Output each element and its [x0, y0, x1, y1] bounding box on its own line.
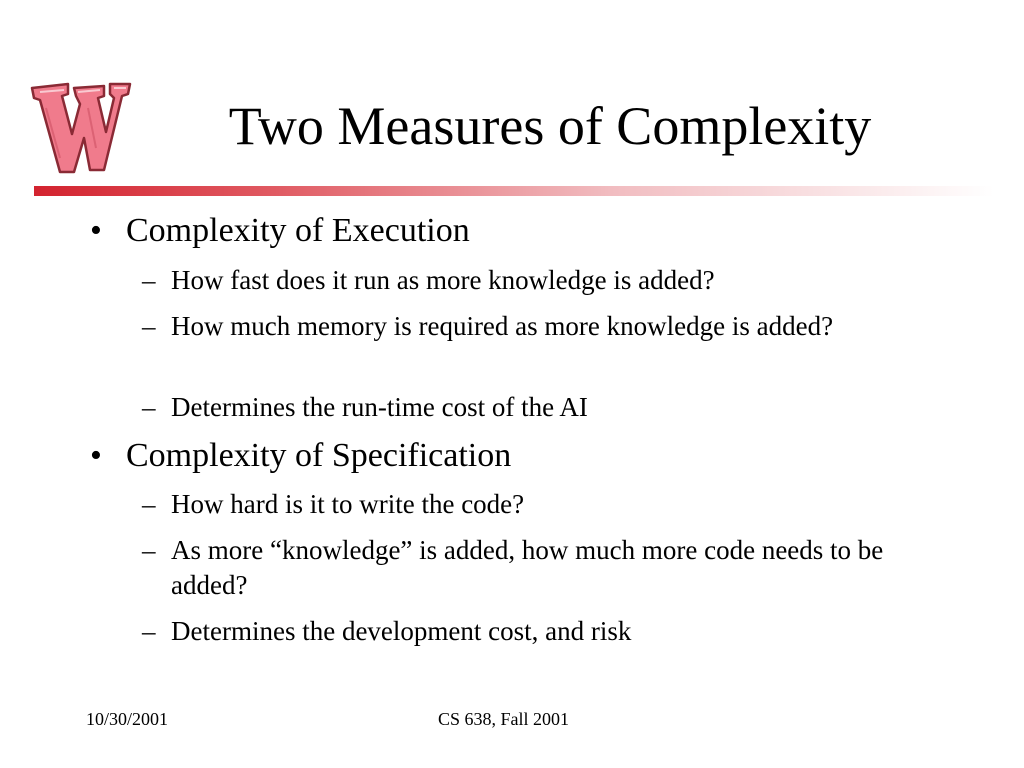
sub-bullet-text: How hard is it to write the code? — [171, 489, 525, 519]
sub-bullet-text: Determines the development cost, and risk — [171, 616, 632, 646]
dash-glyph: – — [142, 616, 156, 646]
dash-glyph: – — [142, 489, 156, 519]
sub-bullet-text: As more “knowledge” is added, how much more code needs to be added? — [171, 535, 884, 600]
footer-course: CS 638, Fall 2001 — [438, 709, 570, 729]
dash-glyph: – — [142, 392, 156, 422]
bullet-text: Complexity of Specification — [126, 437, 512, 474]
footer-date: 10/30/2001 — [86, 709, 169, 729]
sub-bullet-text: Determines the run-time cost of the AI — [171, 392, 588, 422]
sub-bullet-text: How fast does it run as more knowledge is added? — [171, 265, 715, 295]
bullet-glyph: • — [90, 437, 102, 474]
dash-glyph: – — [142, 535, 156, 565]
sub-bullet-text: How much memory is required as more knowledge is added? — [171, 311, 834, 341]
dash-glyph: – — [142, 265, 156, 295]
bullet-glyph: • — [90, 212, 102, 249]
dash-glyph: – — [142, 311, 156, 341]
bullet-text: Complexity of Execution — [126, 212, 470, 249]
slide-title: Two Measures of Complexity — [228, 96, 872, 156]
